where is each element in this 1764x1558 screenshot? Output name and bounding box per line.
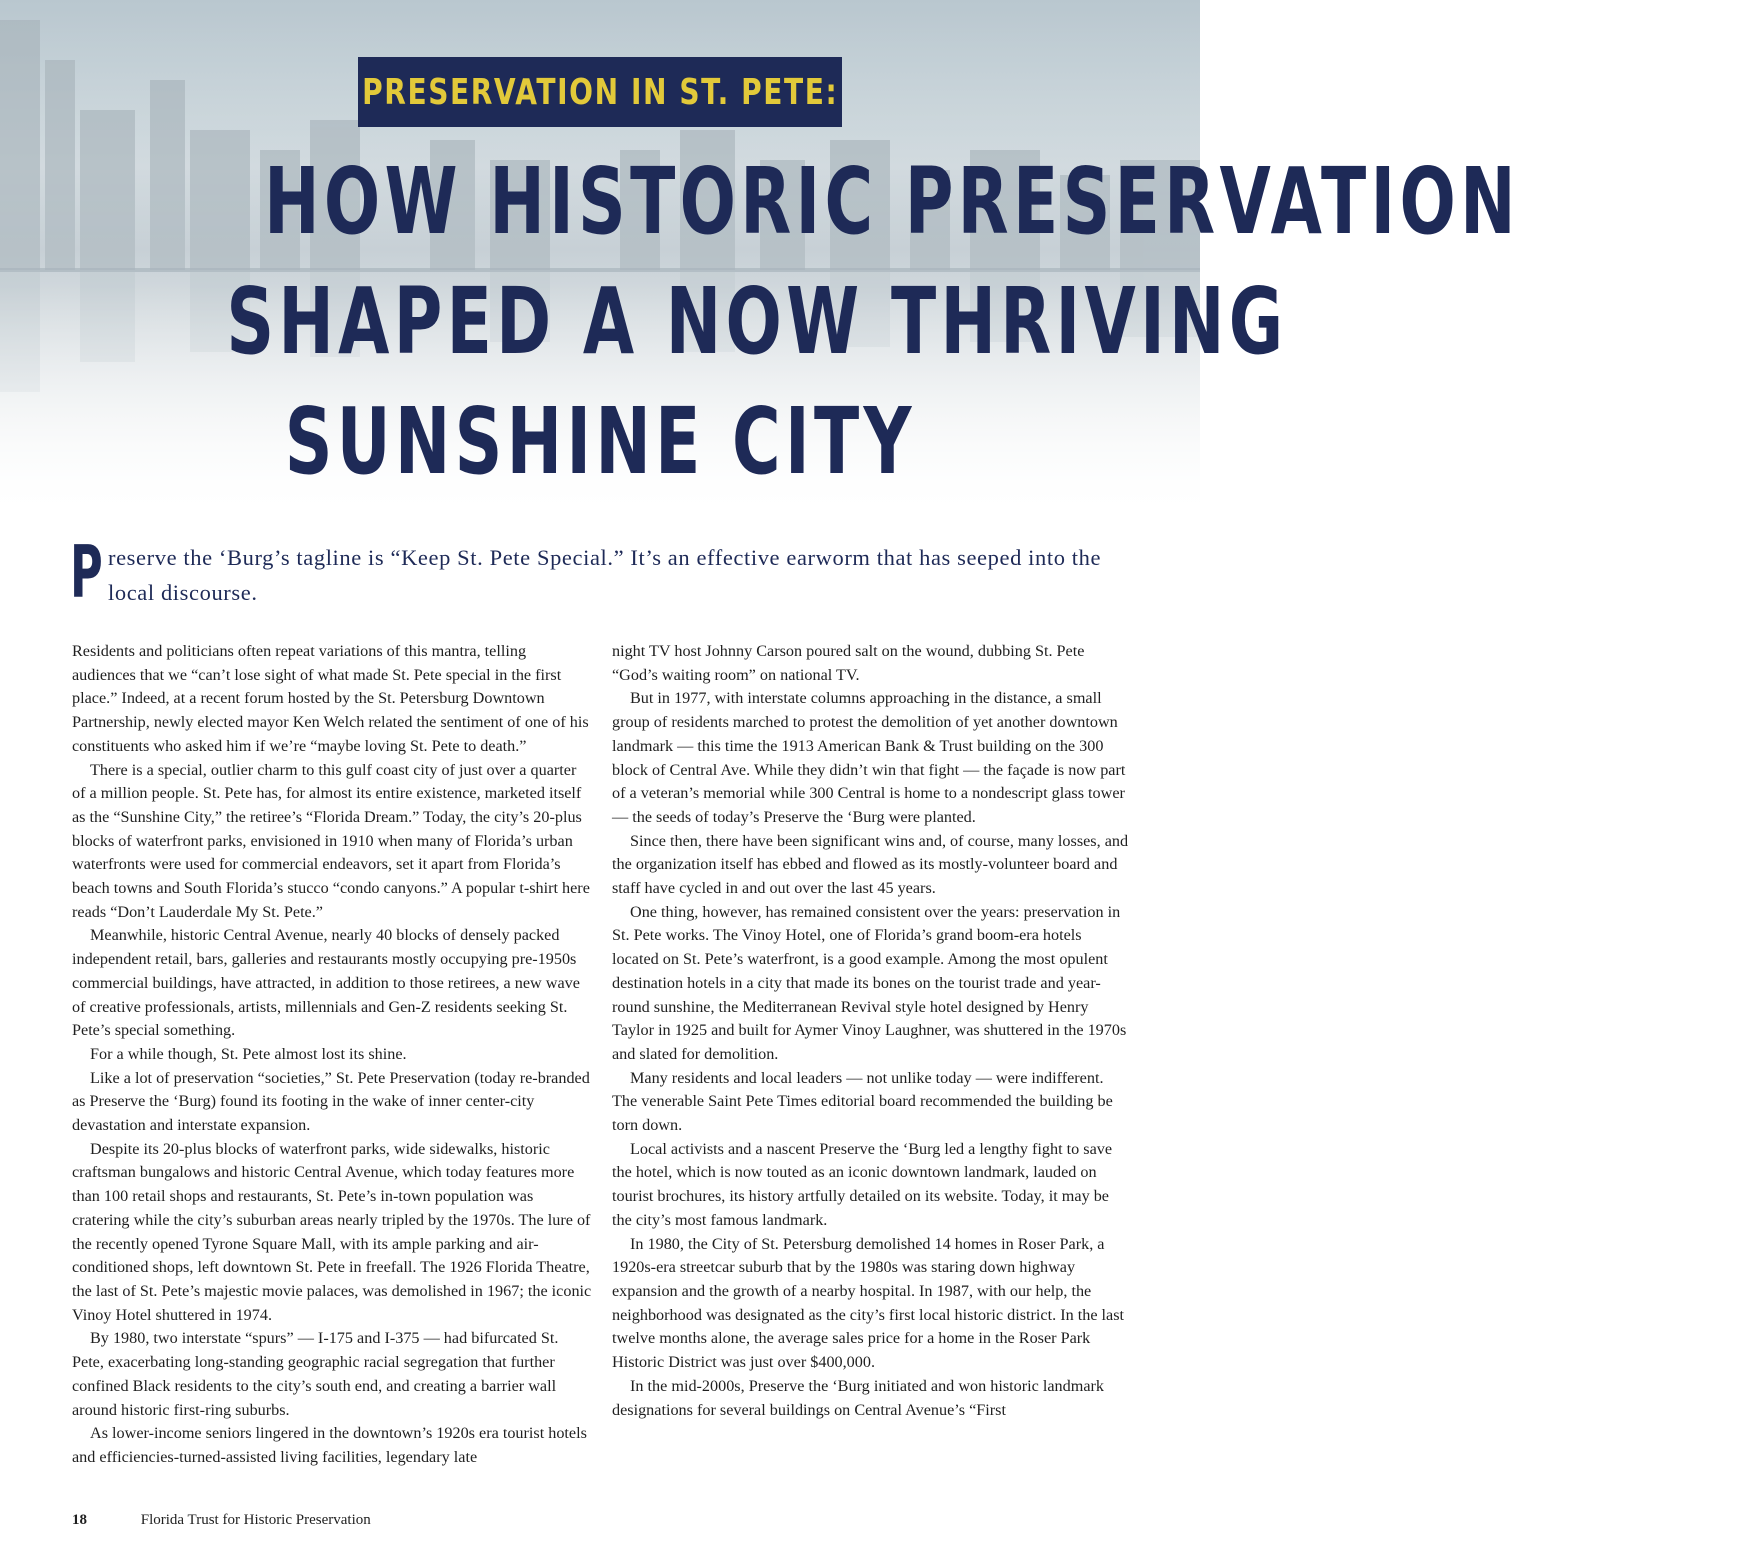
lead-text: reserve the ‘Burg’s tagline is “Keep St. Pete Special.” It’s an effective earworm that has seeped into the local discourse. [108,545,1102,605]
drop-cap: P [70,530,103,614]
body-paragraph: Like a lot of preservation “societies,” St. Pete Preservation (today re-branded as Preserve the ‘Burg) found its footing in the wake of inner center-city devastation and interstate expansion. [72,1068,590,1135]
body-paragraph: In 1980, the City of St. Petersburg demolished 14 homes in Roser Park, a 1920s-era streetcar suburb that by the 1980s was staring down highway expansion and the growth of a nearby hospital. In 1987, with our help, the neighborhood was designated as the city’s first local historic district. In the last twelve months alone, the average sales price for a home in the Roser Park Historic District was just over $400,000. [612,1234,1125,1372]
body-paragraph: Despite its 20-plus blocks of waterfront parks, wide sidewalks, historic craftsman bungalows and historic Central Avenue, which today features more than 100 retail shops and restaurants, St. Pete’s in-town population was cratering while the city’s suburban areas nearly tripled by the 1970s. The lure of the recently opened Tyrone Square Mall, with its ample parking and air-conditioned shops, left downtown St. Pete in freefall. The 1926 Florida Theatre, the last of St. Pete’s majestic movie palaces, was demolished in 1967; the iconic Vinoy Hotel shuttered in 1974. [72,1139,592,1324]
headline-line: SHAPED A NOW THRIVING [226,268,1288,375]
left-column [72,640,592,1470]
body-paragraph: Since then, there have been significant wins and, of course, many losses, and the organization itself has ebbed and flowed as its mostly-volunteer board and staff have cycled in and out over the last 45 years. [612,831,1129,898]
body-paragraph: night TV host Johnny Carson poured salt on the wound, dubbing St. Pete “God’s waiting room” on national TV. [612,642,1085,684]
body-paragraph: Local activists and a nascent Preserve the ‘Burg led a lengthy fight to save the hotel, which is now touted as an iconic downtown landmark, lauded on tourist brochures, its history artfully detailed on its website. Today, it may be the city’s most famous landmark. [612,1139,1113,1229]
body-paragraph: Meanwhile, historic Central Avenue, nearly 40 blocks of densely packed independent retail, bars, galleries and restaurants mostly occupying pre-1950s commercial buildings, have attracted, in addition to those retirees, a new wave of creative professionals, artists, millennials and Gen-Z residents seeking St. Pete’s special something. [72,926,580,1040]
body-paragraph: By 1980, two interstate “spurs” — I-175 and I-375 — had bifurcated St. Pete, exacerbating long-standing geographic racial segregation that further confined Black residents to the city’s south end, and creating a barrier wall around historic first-ring suburbs. [72,1329,559,1419]
body-paragraph: Many residents and local leaders — not unlike today — were indifferent. The venerable Saint Pete Times editorial board recommended the building be torn down. [612,1068,1113,1135]
body-paragraph: But in 1977, with interstate columns approaching in the distance, a small group of residents marched to protest the demolition of yet another downtown landmark — this time the 1913 American Bank & Trust building on the 300 block of Central Ave. While they didn’t win that fight — the façade is now part of a veteran’s memorial while 300 Central is home to a nondescript glass tower — the seeds of today’s Preserve the ‘Burg were planted. [612,689,1126,826]
kicker-banner [358,57,842,127]
publication-name: Florida Trust for Historic Preservation [140,1512,371,1528]
kicker-text: PRESERVATION IN ST. PETE: [361,71,839,113]
headline [20,142,1520,502]
headline-line: SUNSHINE CITY [284,388,916,495]
headline-line: HOW HISTORIC PRESERVATION [264,148,1520,255]
lead-paragraph [70,530,1130,614]
page-number: 18 [72,1512,87,1528]
body-paragraph: Residents and politicians often repeat variations of this mantra, telling audiences that we “can’t lose sight of what made St. Pete special in the first place.” Indeed, at a recent forum hosted by the St. Petersburg Downtown Partnership, newly elected mayor Ken Welch related the sentiment of one of his constituents who asked him if we’re “maybe loving St. Pete to death.” [72,642,589,755]
body-paragraph: For a while though, St. Pete almost lost its shine. [90,1044,407,1063]
body-paragraph: As lower-income seniors lingered in the downtown’s 1920s era tourist hotels and efficiencies-turned-assisted living facilities, legendary late [72,1424,587,1466]
page-footer [72,1512,371,1529]
hero-banner [0,0,1520,520]
right-column [612,640,1130,1422]
body-paragraph: One thing, however, has remained consistent over the years: preservation in St. Pete works. The Vinoy Hotel, one of Florida’s grand boom-era hotels located on St. Pete’s waterfront, is a good example. Among the most opulent destination hotels in a city that made its bones on the tourist trade and year-round sunshine, the Mediterranean Revival style hotel designed by Henry Taylor in 1925 and built for Aymer Vinoy Laughner, was shuttered in the 1970s and slated for demolition. [612,902,1127,1063]
body-paragraph: In the mid-2000s, Preserve the ‘Burg initiated and won historic landmark designations for several buildings on Central Avenue’s “First [612,1376,1104,1419]
body-paragraph: There is a special, outlier charm to this gulf coast city of just over a quarter of a million people. St. Pete has, for almost its entire existence, marketed itself as the “Sunshine City,” the retiree’s “Florida Dream.” Today, the city’s 20-plus blocks of waterfront parks, envisioned in 1910 when many of Florida’s urban waterfronts were used for commercial endeavors, set it apart from Florida’s beach towns and South Florida’s stucco “condo canyons.” A popular t-shirt here reads “Don’t Lauderdale My St. Pete.” [72,760,590,921]
